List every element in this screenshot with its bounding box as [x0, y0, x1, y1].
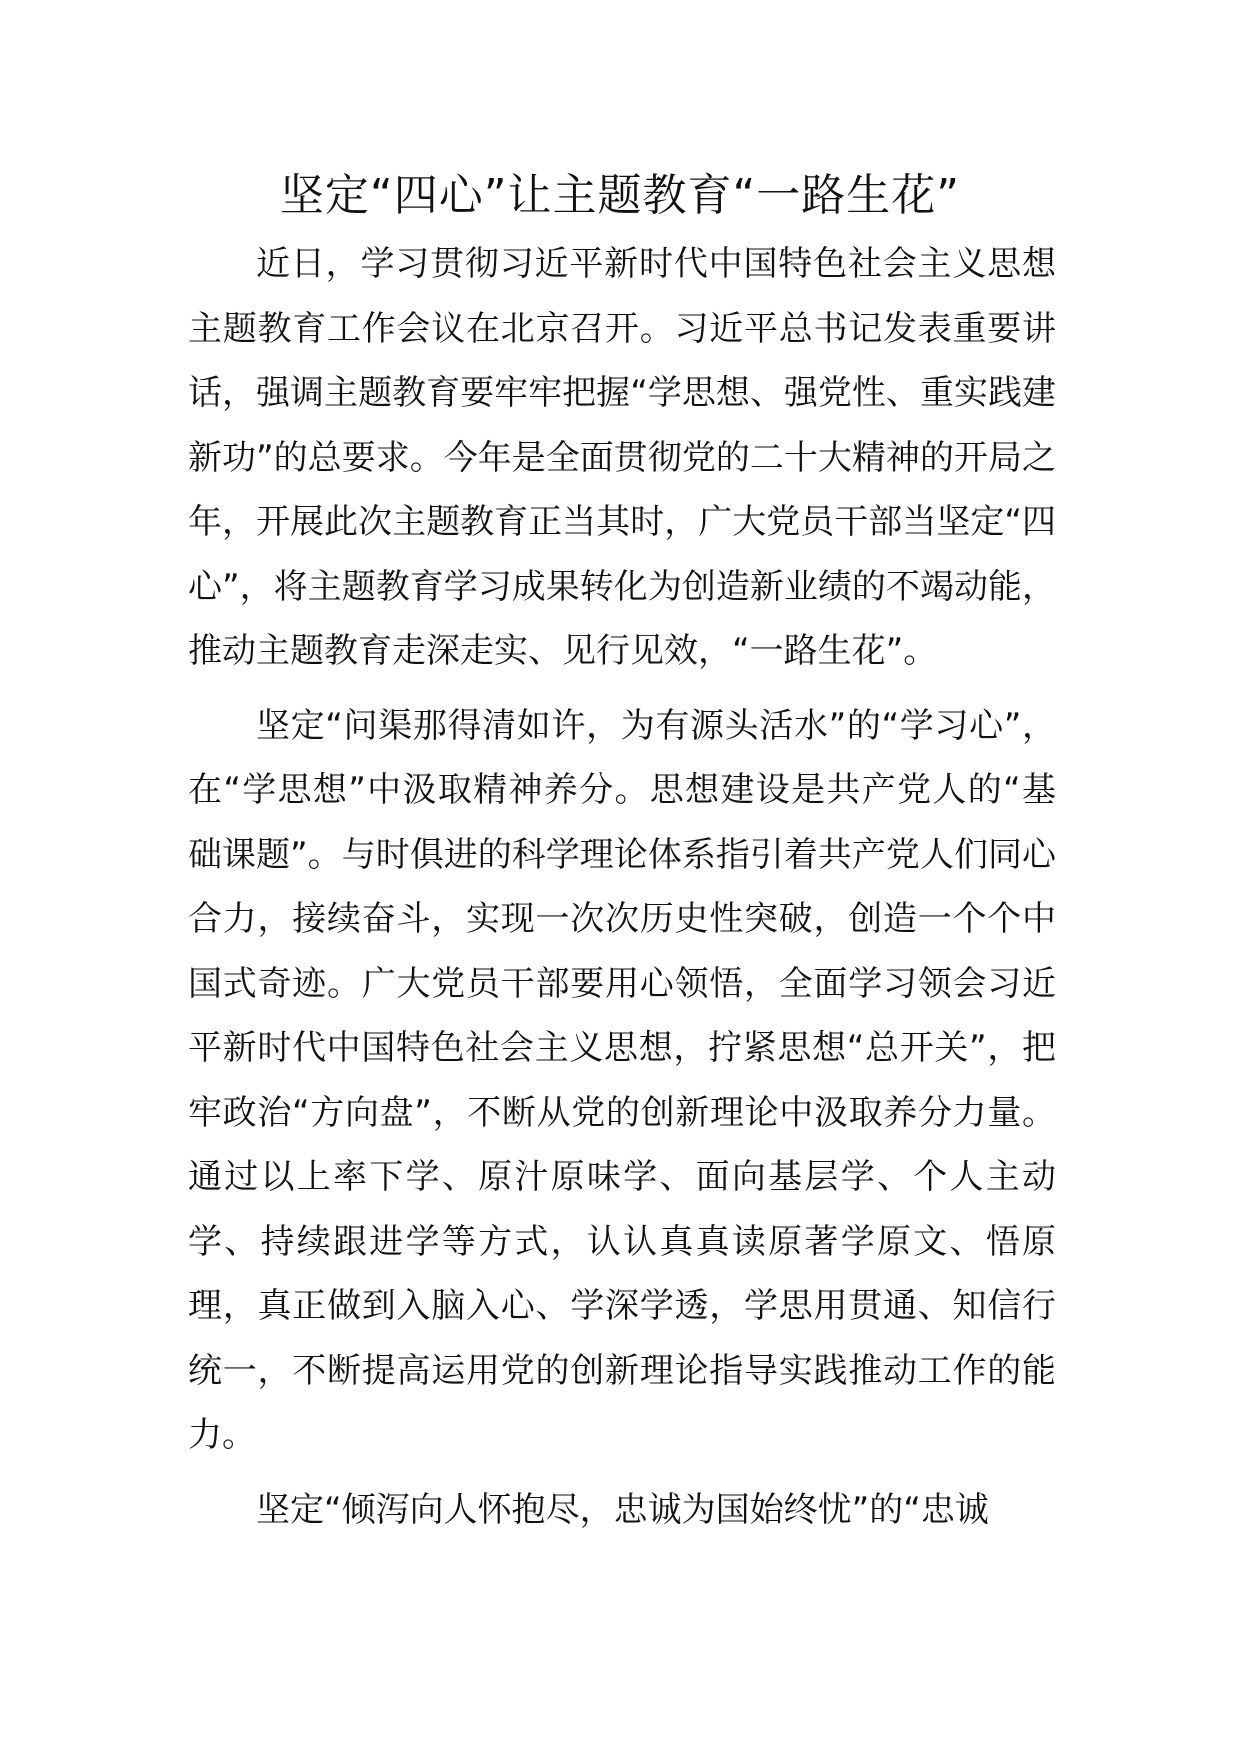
paragraph-1: 近日，学习贯彻习近平新时代中国特色社会主义思想主题教育工作会议在北京召开。习近平总书记发表重要讲话，强调主题教育要牢牢把握“学思想、强党性、重实践建新功”的总要求。今年是全面贯彻党的二十大精神的开局之年，开展此次主题教育正当其时，广大党员干部当坚定“四心”，将主题教育学习成果转化为创造新业绩的不竭动能，推动主题教育走深走实、见行见效，“一路生花”。 — [188, 244, 1056, 671]
document-title: 坚定“四心”让主题教育“一路生花” — [279, 170, 961, 221]
paragraph-3: 坚定“倾泻向人怀抱尽，忠诚为国始终忧”的“忠诚 — [256, 1489, 989, 1530]
document-body — [188, 232, 1056, 1542]
paragraph-2: 坚定“问渠那得清如许，为有源头活水”的“学习心”，在“学思想”中汲取精神养分。思想建设是共产党人的“基础课题”。与时俱进的科学理论体系指引着共产党人们同心合力，接续奋斗，实现一次次历史性突破，创造一个个中国式奇迹。广大党员干部要用心领悟，全面学习领会习近平新时代中国特色社会主义思想，拧紧思想“总开关”，把牢政治“方向盘”，不断从党的创新理论中汲取养分力量。通过以上率下学、原汁原味学、面向基层学、个人主动学、持续跟进学等方式，认认真真读原著学原文、悟原理，真正做到入脑入心、学深学透，学思用贯通、知信行统一，不断提高运用党的创新理论指导实践推动工作的能力。 — [188, 705, 1056, 1455]
